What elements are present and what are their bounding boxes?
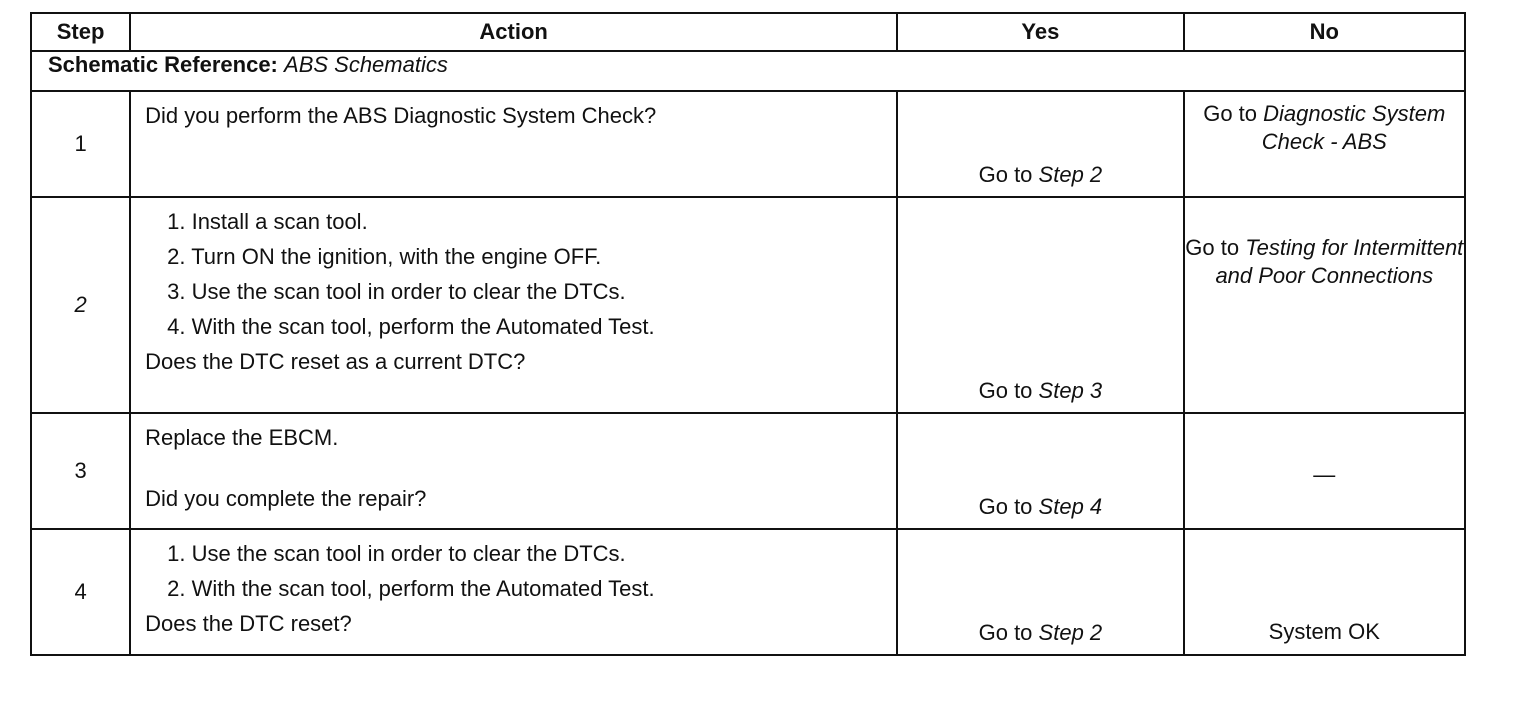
header-row (31, 13, 1465, 51)
action-item: 4. With the scan tool, perform the Automated Test. (167, 314, 655, 339)
no-link[interactable]: Diagnostic System Check - ABS (1261, 101, 1446, 154)
table-row (31, 91, 1465, 197)
yes-cell (897, 529, 1183, 655)
action-item: Replace the EBCM. (145, 425, 339, 450)
schematic-reference (31, 51, 1465, 91)
header-step: Step (31, 13, 130, 51)
yes-cell (897, 413, 1183, 529)
yes-prefix: Go to (978, 378, 1033, 403)
yes-link[interactable]: Step 2 (1038, 162, 1103, 187)
table-row (31, 529, 1465, 655)
spacer (145, 455, 884, 481)
action-item: 2. With the scan tool, perform the Automated Test. (167, 576, 655, 601)
schematic-reference-row (31, 51, 1465, 91)
yes-cell (897, 197, 1183, 413)
action-question: Does the DTC reset? (145, 611, 352, 636)
no-cell (1184, 91, 1465, 197)
step-number: 3 (31, 413, 130, 529)
action-question: Did you perform the ABS Diagnostic System Check? (145, 103, 657, 128)
yes-prefix: Go to (978, 620, 1033, 645)
no-prefix: Go to (1203, 101, 1258, 126)
action-item: 1. Use the scan tool in order to clear the DTCs. (167, 541, 626, 566)
header-yes: Yes (897, 13, 1183, 51)
action-item: 3. Use the scan tool in order to clear the DTCs. (167, 279, 626, 304)
reference-value: ABS Schematics (284, 52, 448, 77)
no-link[interactable]: Testing for Intermittent and Poor Connections (1215, 235, 1464, 288)
action-cell (130, 529, 897, 655)
yes-link[interactable]: Step 2 (1038, 620, 1103, 645)
header-no: No (1184, 13, 1465, 51)
table-row (31, 197, 1465, 413)
reference-label: Schematic Reference: (48, 52, 278, 77)
no-prefix: Go to (1185, 235, 1240, 260)
no-cell (1184, 197, 1465, 413)
yes-link[interactable]: Step 3 (1038, 378, 1103, 403)
yes-link[interactable]: Step 4 (1038, 494, 1103, 519)
action-item: 2. Turn ON the ignition, with the engine OFF. (167, 244, 602, 269)
action-question: Did you complete the repair? (145, 486, 427, 511)
header-action: Action (130, 13, 897, 51)
action-question: Does the DTC reset as a current DTC? (145, 349, 526, 374)
action-cell (130, 91, 897, 197)
table-row (31, 413, 1465, 529)
yes-prefix: Go to (978, 494, 1033, 519)
step-number: 1 (31, 91, 130, 197)
no-cell: — (1184, 413, 1465, 529)
action-cell (130, 197, 897, 413)
action-item: 1. Install a scan tool. (167, 209, 368, 234)
action-cell (130, 413, 897, 529)
yes-cell (897, 91, 1183, 197)
step-number: 2 (31, 197, 130, 413)
no-cell: System OK (1184, 529, 1465, 655)
yes-prefix: Go to (978, 162, 1033, 187)
step-number: 4 (31, 529, 130, 655)
diagnostic-table (30, 12, 1466, 656)
